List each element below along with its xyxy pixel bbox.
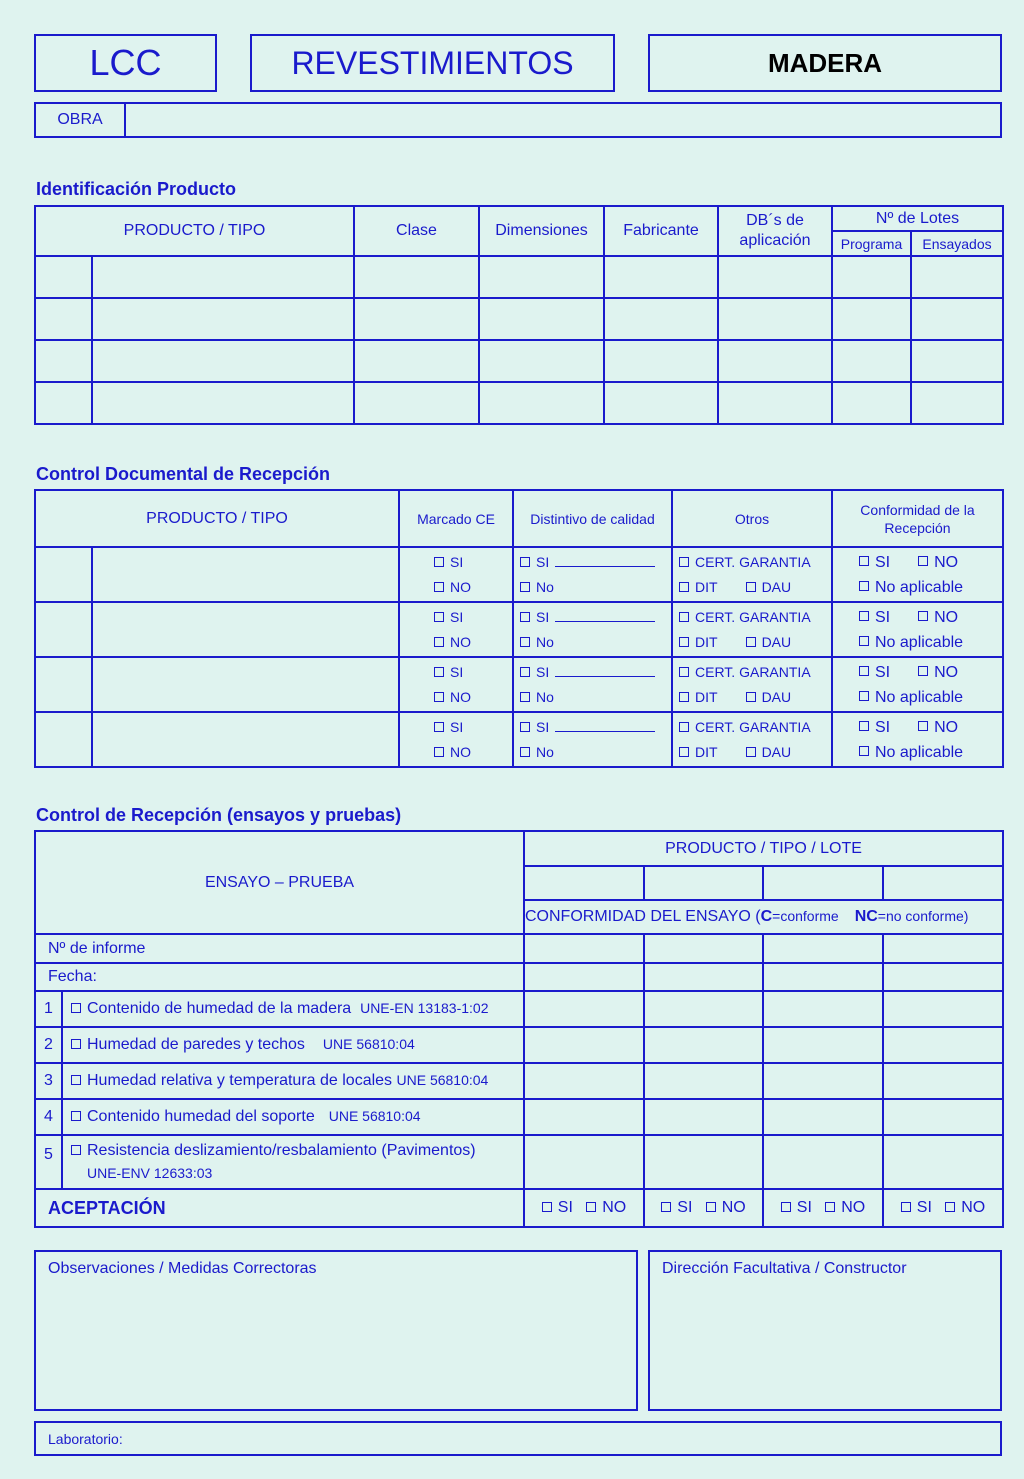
laboratorio-label: Laboratorio: xyxy=(48,1431,123,1447)
doc-cell[interactable] xyxy=(35,712,92,767)
doc-cell[interactable] xyxy=(92,547,399,602)
checkbox-icon xyxy=(859,556,869,566)
checkbox-icon xyxy=(434,692,444,702)
checkbox-icon xyxy=(520,582,530,592)
checkbox-icon xyxy=(918,721,928,731)
doc-cell[interactable] xyxy=(92,657,399,712)
distintivo-line[interactable] xyxy=(555,721,655,732)
aceptacion-si-option[interactable]: SI xyxy=(781,1199,812,1216)
dit-option[interactable]: DIT xyxy=(679,744,718,760)
ensayo-option[interactable]: Humedad relativa y temperatura de locales UNE 56810:04 xyxy=(62,1063,524,1099)
marcado-no-option[interactable]: NO xyxy=(428,740,512,765)
id-header-ensayados: Ensayados xyxy=(911,231,1003,256)
doc-header-distintivo: Distintivo de calidad xyxy=(513,490,672,547)
checkbox-icon xyxy=(71,1075,81,1085)
doc-header-producto: PRODUCTO / TIPO xyxy=(35,490,399,547)
result-cell[interactable] xyxy=(763,1135,883,1189)
table-row xyxy=(35,1099,1003,1135)
dau-option[interactable]: DAU xyxy=(746,634,792,650)
dau-option[interactable]: DAU xyxy=(746,579,792,595)
checkbox-icon xyxy=(542,1202,552,1212)
distintivo-no-option[interactable]: No xyxy=(514,630,671,655)
cert-garantia-option[interactable]: CERT. GARANTIA xyxy=(673,550,831,575)
informe-cell[interactable] xyxy=(524,934,644,963)
conformidad-si-option[interactable]: SI xyxy=(859,609,890,626)
lcc-label: LCC xyxy=(89,42,162,83)
checkbox-icon xyxy=(434,557,444,567)
table-row xyxy=(35,340,1003,382)
id-header-producto: PRODUCTO / TIPO xyxy=(35,206,354,256)
checkbox-icon xyxy=(859,581,869,591)
id-header-fabricante: Fabricante xyxy=(604,206,718,256)
checkbox-icon xyxy=(679,692,689,702)
table-row xyxy=(35,298,1003,340)
id-cell[interactable] xyxy=(718,298,832,340)
identificacion-title: Identificación Producto xyxy=(36,179,237,199)
id-cell[interactable] xyxy=(832,256,911,298)
id-cell[interactable] xyxy=(832,382,911,424)
revestimientos-label: REVESTIMIENTOS xyxy=(291,44,574,81)
dau-option[interactable]: DAU xyxy=(746,744,792,760)
doc-cell[interactable] xyxy=(35,547,92,602)
observaciones-label: Observaciones / Medidas Correctoras xyxy=(48,1260,317,1277)
row-number: 5 xyxy=(35,1135,62,1189)
id-cell[interactable] xyxy=(92,298,354,340)
result-cell[interactable] xyxy=(524,1099,644,1135)
distintivo-si-option[interactable]: SI xyxy=(514,550,671,575)
no-aplicable-option[interactable]: No aplicable xyxy=(859,740,1002,765)
informe-cell[interactable] xyxy=(644,934,763,963)
id-cell[interactable] xyxy=(604,256,718,298)
checkbox-icon xyxy=(679,667,689,677)
checkbox-icon xyxy=(434,667,444,677)
identificacion-table xyxy=(34,205,1004,425)
aceptacion-no-option[interactable]: NO xyxy=(825,1199,865,1216)
checkbox-icon xyxy=(706,1202,716,1212)
marcado-si-option[interactable]: SI xyxy=(428,550,512,575)
ensayo-option[interactable]: Humedad de paredes y techos UNE 56810:04 xyxy=(62,1027,524,1063)
result-cell[interactable] xyxy=(644,1027,763,1063)
id-cell[interactable] xyxy=(92,382,354,424)
table-row xyxy=(35,657,1003,712)
checkbox-icon xyxy=(520,637,530,647)
checkbox-icon xyxy=(434,747,444,757)
lote-cell[interactable] xyxy=(524,866,644,900)
checkbox-icon xyxy=(945,1202,955,1212)
id-cell[interactable] xyxy=(354,256,479,298)
id-cell[interactable] xyxy=(718,256,832,298)
id-header-lotes: Nº de Lotes xyxy=(832,206,1003,231)
id-cell[interactable] xyxy=(604,340,718,382)
checkbox-icon xyxy=(918,666,928,676)
doc-cell[interactable] xyxy=(92,712,399,767)
direccion-label: Dirección Facultativa / Constructor xyxy=(662,1260,907,1277)
id-cell[interactable] xyxy=(354,298,479,340)
checkbox-icon xyxy=(71,1039,81,1049)
aceptacion-si-option[interactable]: SI xyxy=(542,1199,573,1216)
result-cell[interactable] xyxy=(883,991,1003,1027)
checkbox-icon xyxy=(918,611,928,621)
aceptacion-no-option[interactable]: NO xyxy=(945,1199,985,1216)
result-cell[interactable] xyxy=(763,1063,883,1099)
table-row xyxy=(35,1063,1003,1099)
id-cell[interactable] xyxy=(604,298,718,340)
checkbox-icon xyxy=(71,1145,81,1155)
result-cell[interactable] xyxy=(883,1027,1003,1063)
marcado-no-option[interactable]: NO xyxy=(428,630,512,655)
id-cell[interactable] xyxy=(832,340,911,382)
ensayo-prueba-header: ENSAYO – PRUEBA xyxy=(35,831,524,934)
checkbox-icon xyxy=(71,1111,81,1121)
dit-option[interactable]: DIT xyxy=(679,634,718,650)
checkbox-icon xyxy=(679,582,689,592)
checkbox-icon xyxy=(859,611,869,621)
ensayo-option[interactable]: Resistencia deslizamiento/resbalamiento (Pavimentos) UNE-ENV 12633:03 xyxy=(62,1135,524,1189)
id-cell[interactable] xyxy=(35,298,92,340)
checkbox-icon xyxy=(434,722,444,732)
checkbox-icon xyxy=(434,637,444,647)
result-cell[interactable] xyxy=(883,1135,1003,1189)
checkbox-icon xyxy=(918,556,928,566)
id-cell[interactable] xyxy=(832,298,911,340)
result-cell[interactable] xyxy=(644,1135,763,1189)
id-cell[interactable] xyxy=(479,382,604,424)
table-row xyxy=(35,602,1003,657)
madera-label: MADERA xyxy=(767,47,883,78)
checkbox-icon xyxy=(586,1202,596,1212)
distintivo-si-option[interactable]: SI xyxy=(514,715,671,740)
table-row xyxy=(35,382,1003,424)
cert-garantia-option[interactable]: CERT. GARANTIA xyxy=(673,715,831,740)
checkbox-icon xyxy=(679,557,689,567)
result-cell[interactable] xyxy=(763,1027,883,1063)
result-cell[interactable] xyxy=(524,1027,644,1063)
distintivo-line[interactable] xyxy=(555,556,655,567)
checkbox-icon xyxy=(661,1202,671,1212)
id-cell[interactable] xyxy=(479,298,604,340)
conformidad-no-option[interactable]: NO xyxy=(918,609,958,626)
checkbox-icon xyxy=(520,692,530,702)
checkbox-icon xyxy=(520,722,530,732)
obra-row xyxy=(34,102,1002,138)
ensayo-option[interactable]: Contenido de humedad de la madera UNE-EN 13183-1:02 xyxy=(62,991,524,1027)
laboratorio-box[interactable] xyxy=(34,1421,1002,1456)
distintivo-si-option[interactable]: SI xyxy=(514,660,671,685)
fecha-cell[interactable] xyxy=(644,963,763,991)
id-cell[interactable] xyxy=(35,256,92,298)
result-cell[interactable] xyxy=(883,1063,1003,1099)
result-cell[interactable] xyxy=(763,1099,883,1135)
checkbox-icon xyxy=(520,747,530,757)
header-madera xyxy=(648,34,1002,92)
informe-cell[interactable] xyxy=(883,934,1003,963)
distintivo-si-option[interactable]: SI xyxy=(514,605,671,630)
header-lcc xyxy=(34,34,217,92)
conformidad-no-option[interactable]: NO xyxy=(918,719,958,736)
marcado-no-option[interactable]: NO xyxy=(428,575,512,600)
dau-option[interactable]: DAU xyxy=(746,689,792,705)
id-header-db: DB´s de aplicación xyxy=(718,206,832,256)
id-header-programa: Programa xyxy=(832,231,911,256)
doc-cell[interactable] xyxy=(92,602,399,657)
checkbox-icon xyxy=(859,721,869,731)
id-cell[interactable] xyxy=(479,340,604,382)
distintivo-line[interactable] xyxy=(555,666,655,677)
distintivo-line[interactable] xyxy=(555,611,655,622)
row-number: 3 xyxy=(35,1063,62,1099)
id-cell[interactable] xyxy=(911,382,1003,424)
marcado-no-option[interactable]: NO xyxy=(428,685,512,710)
checkbox-icon xyxy=(679,637,689,647)
doc-cell[interactable] xyxy=(35,657,92,712)
result-cell[interactable] xyxy=(524,1063,644,1099)
lote-cell[interactable] xyxy=(644,866,763,900)
checkbox-icon xyxy=(434,582,444,592)
checkbox-icon xyxy=(901,1202,911,1212)
dit-option[interactable]: DIT xyxy=(679,689,718,705)
doc-cell[interactable] xyxy=(35,602,92,657)
id-header-dimensiones: Dimensiones xyxy=(479,206,604,256)
distintivo-no-option[interactable]: No xyxy=(514,575,671,600)
fecha-cell[interactable] xyxy=(524,963,644,991)
id-cell[interactable] xyxy=(35,382,92,424)
distintivo-no-option[interactable]: No xyxy=(514,740,671,765)
cert-garantia-option[interactable]: CERT. GARANTIA xyxy=(673,605,831,630)
aceptacion-no-option[interactable]: NO xyxy=(586,1199,626,1216)
conformidad-no-option[interactable]: NO xyxy=(918,554,958,571)
checkbox-icon xyxy=(746,747,756,757)
cert-garantia-option[interactable]: CERT. GARANTIA xyxy=(673,660,831,685)
checkbox-icon xyxy=(859,636,869,646)
no-aplicable-option[interactable]: No aplicable xyxy=(859,630,1002,655)
fecha-cell[interactable] xyxy=(763,963,883,991)
result-cell[interactable] xyxy=(644,1063,763,1099)
checkbox-icon xyxy=(781,1202,791,1212)
aceptacion-label: ACEPTACIÓN xyxy=(35,1189,524,1227)
table-row xyxy=(35,991,1003,1027)
dit-option[interactable]: DIT xyxy=(679,579,718,595)
table-row xyxy=(35,1135,1003,1189)
marcado-si-option[interactable]: SI xyxy=(428,605,512,630)
fecha-label: Fecha: xyxy=(35,963,524,991)
checkbox-icon xyxy=(746,637,756,647)
documental-title: Control Documental de Recepción xyxy=(36,464,331,484)
checkbox-icon xyxy=(859,666,869,676)
checkbox-icon xyxy=(520,667,530,677)
conformidad-si-option[interactable]: SI xyxy=(859,554,890,571)
doc-header-otros: Otros xyxy=(672,490,832,547)
table-row xyxy=(35,712,1003,767)
result-cell[interactable] xyxy=(644,1099,763,1135)
checkbox-icon xyxy=(859,746,869,756)
informe-label: Nº de informe xyxy=(35,934,524,963)
result-cell[interactable] xyxy=(524,991,644,1027)
doc-header-conformidad: Conformidad de la Recepción xyxy=(832,490,1003,547)
row-number: 2 xyxy=(35,1027,62,1063)
table-row xyxy=(35,547,1003,602)
checkbox-icon xyxy=(859,691,869,701)
checkbox-icon xyxy=(679,722,689,732)
result-cell[interactable] xyxy=(644,991,763,1027)
id-cell[interactable] xyxy=(354,382,479,424)
header-revestimientos xyxy=(250,34,615,92)
lote-cell[interactable] xyxy=(763,866,883,900)
documental-table xyxy=(34,489,1004,768)
id-cell[interactable] xyxy=(911,340,1003,382)
id-cell[interactable] xyxy=(354,340,479,382)
id-cell[interactable] xyxy=(604,382,718,424)
aceptacion-no-option[interactable]: NO xyxy=(706,1199,746,1216)
id-cell[interactable] xyxy=(911,298,1003,340)
no-aplicable-option[interactable]: No aplicable xyxy=(859,575,1002,600)
no-aplicable-option[interactable]: No aplicable xyxy=(859,685,1002,710)
producto-lote-header: PRODUCTO / TIPO / LOTE xyxy=(524,831,1003,866)
ensayos-table xyxy=(34,830,1004,1228)
result-cell[interactable] xyxy=(883,1099,1003,1135)
doc-header-marcado: Marcado CE xyxy=(399,490,513,547)
checkbox-icon xyxy=(520,557,530,567)
id-cell[interactable] xyxy=(911,256,1003,298)
checkbox-icon xyxy=(679,612,689,622)
obra-input[interactable] xyxy=(126,104,1000,136)
informe-cell[interactable] xyxy=(763,934,883,963)
checkbox-icon xyxy=(679,747,689,757)
distintivo-no-option[interactable]: No xyxy=(514,685,671,710)
lote-cell[interactable] xyxy=(883,866,1003,900)
obra-label: OBRA xyxy=(57,111,103,128)
checkbox-icon xyxy=(746,692,756,702)
row-number: 1 xyxy=(35,991,62,1027)
id-cell[interactable] xyxy=(92,256,354,298)
id-header-clase: Clase xyxy=(354,206,479,256)
ensayo-option[interactable]: Contenido humedad del soporte UNE 56810:04 xyxy=(62,1099,524,1135)
id-cell[interactable] xyxy=(92,340,354,382)
checkbox-icon xyxy=(434,612,444,622)
table-row xyxy=(35,1027,1003,1063)
id-cell[interactable] xyxy=(479,256,604,298)
marcado-si-option[interactable]: SI xyxy=(428,715,512,740)
result-cell[interactable] xyxy=(763,991,883,1027)
obra-label-cell xyxy=(36,104,126,136)
result-cell[interactable] xyxy=(524,1135,644,1189)
marcado-si-option[interactable]: SI xyxy=(428,660,512,685)
id-cell[interactable] xyxy=(718,382,832,424)
checkbox-icon xyxy=(825,1202,835,1212)
conformidad-si-option[interactable]: SI xyxy=(859,719,890,736)
conformidad-no-option[interactable]: NO xyxy=(918,664,958,681)
fecha-cell[interactable] xyxy=(883,963,1003,991)
row-number: 4 xyxy=(35,1099,62,1135)
observaciones-box[interactable] xyxy=(34,1250,638,1411)
conformidad-si-option[interactable]: SI xyxy=(859,664,890,681)
id-cell[interactable] xyxy=(35,340,92,382)
ensayos-title: Control de Recepción (ensayos y pruebas) xyxy=(36,805,402,825)
checkbox-icon xyxy=(71,1003,81,1013)
aceptacion-si-option[interactable]: SI xyxy=(661,1199,692,1216)
direccion-box[interactable] xyxy=(648,1250,1002,1411)
checkbox-icon xyxy=(520,612,530,622)
checkbox-icon xyxy=(746,582,756,592)
table-row xyxy=(35,256,1003,298)
aceptacion-si-option[interactable]: SI xyxy=(901,1199,932,1216)
id-cell[interactable] xyxy=(718,340,832,382)
conformidad-ensayo-header: CONFORMIDAD DEL ENSAYO (C=conforme NC=no conforme) xyxy=(524,900,1003,934)
